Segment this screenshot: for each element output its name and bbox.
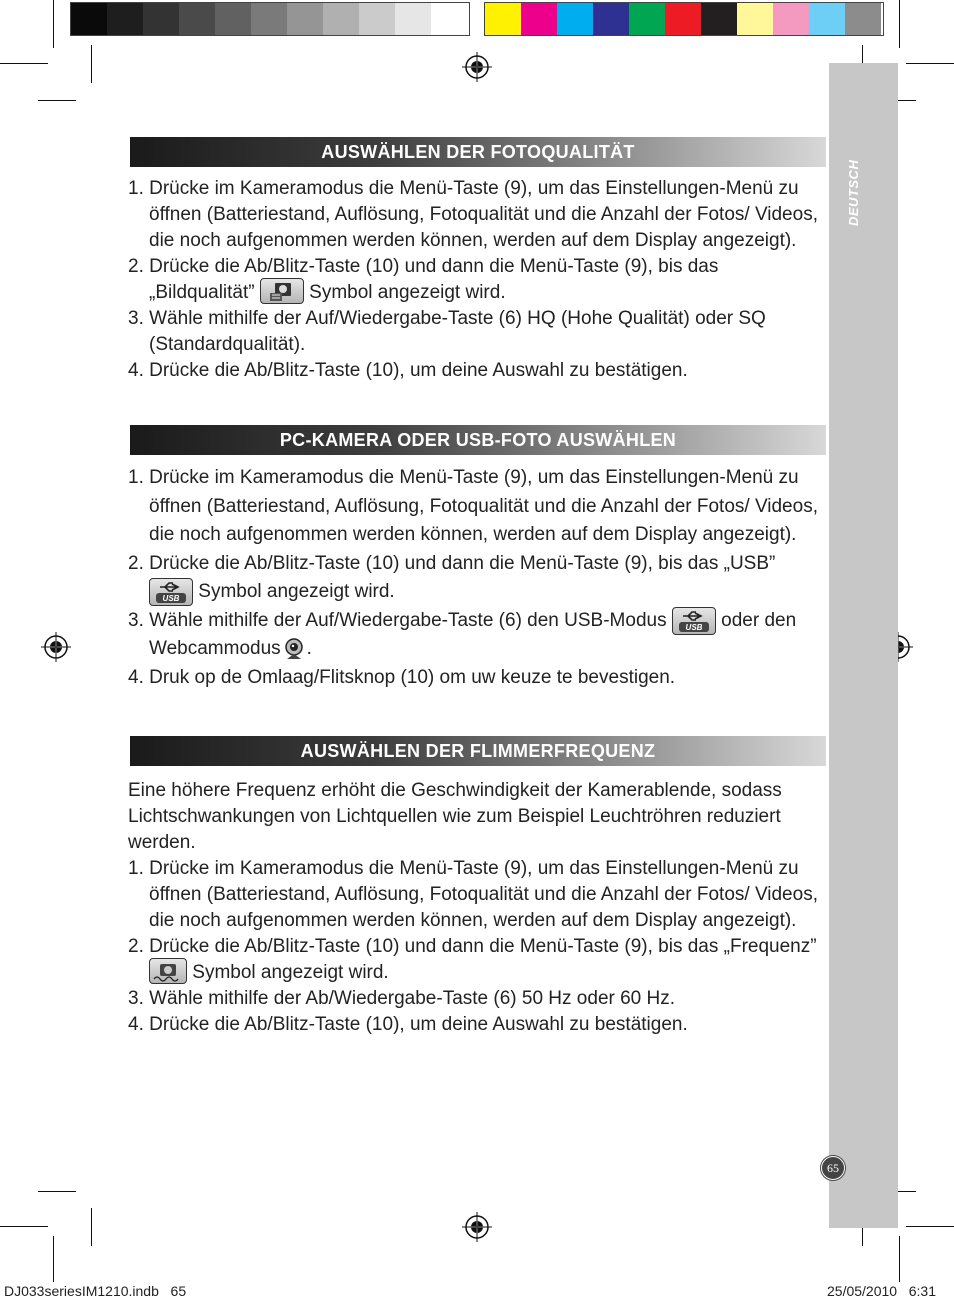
color-swatch	[143, 3, 179, 35]
color-swatch	[809, 3, 845, 35]
list-item	[128, 550, 818, 607]
crop-mark	[899, 1236, 900, 1282]
step-text: 2. Drücke die Ab/Blitz-Taste (10) und dann die Menü-Taste (9), bis das „USB”	[128, 552, 776, 574]
crop-mark	[53, 1236, 54, 1282]
step-text: Symbol angezeigt wird.	[198, 581, 395, 603]
footer-timestamp: 25/05/2010 6:31	[827, 1283, 936, 1299]
registration-mark-icon	[40, 631, 72, 663]
usb-icon	[149, 578, 193, 606]
color-swatch	[71, 3, 107, 35]
svg-text:USB: USB	[685, 622, 703, 632]
color-swatch	[323, 3, 359, 35]
color-swatch	[737, 3, 773, 35]
step-text: 3. Wähle mithilfe der Auf/Wiedergabe-Taste (6) den USB-Modus	[128, 609, 667, 631]
color-swatch	[251, 3, 287, 35]
list-item: 3. Wähle mithilfe der Ab/Wiedergabe-Taste (6) 50 Hz oder 60 Hz.	[128, 988, 676, 1009]
svg-text:USB: USB	[162, 594, 180, 603]
list-item: 1. Drücke im Kameramodus die Menü-Taste (9), um das Einstellungen-Menü zu öffnen (Batteriestand, Auflösung, Fotoqualität und die Anzahl der Fotos/ Videos, die noch aufgenommen werden können, werden auf dem Display angezeigt).	[128, 467, 818, 545]
process-color-bar	[484, 2, 884, 36]
list-item: 3. Wähle mithilfe der Auf/Wiedergabe-Taste (6) HQ (Hohe Qualität) oder SQ (Standardqualität).	[128, 308, 766, 355]
color-swatch	[107, 3, 143, 35]
grayscale-color-bar	[70, 2, 470, 36]
crop-mark	[906, 63, 954, 64]
page-number: 65	[821, 1156, 845, 1180]
language-label: DEUTSCH	[846, 159, 861, 227]
registration-mark-icon	[461, 1211, 493, 1243]
list-item	[128, 254, 818, 306]
crop-mark	[899, 0, 900, 48]
webcam-icon	[281, 637, 307, 661]
photo-quality-icon	[260, 278, 304, 304]
language-side-tab	[829, 63, 898, 1228]
list-item: 4. Drücke die Ab/Blitz-Taste (10), um deine Auswahl zu bestätigen.	[128, 360, 688, 381]
color-swatch	[629, 3, 665, 35]
list-item	[128, 934, 818, 986]
registration-mark-icon	[461, 51, 493, 83]
crop-mark	[91, 45, 92, 83]
list-item: 4. Drücke die Ab/Blitz-Taste (10), um deine Auswahl zu bestätigen.	[128, 1014, 688, 1035]
section-header-flicker-frequency: AUSWÄHLEN DER FLIMMERFREQUENZ	[130, 736, 826, 766]
crop-mark	[0, 63, 48, 64]
step-text: 2. Drücke die Ab/Blitz-Taste (10) und dann die Menü-Taste (9), bis das „Frequenz”	[128, 936, 817, 957]
section-header-pc-camera: PC-KAMERA ODER USB-FOTO AUSWÄHLEN	[130, 425, 826, 455]
section-body-flicker-frequency	[128, 778, 818, 1038]
color-swatch	[359, 3, 395, 35]
step-text: 2. Drücke die Ab/Blitz-Taste (10) und dann die Menü-Taste (9), bis das „Bildqualität”	[128, 256, 719, 303]
color-swatch	[521, 3, 557, 35]
section-body-photo-quality	[128, 176, 818, 384]
step-text: .	[306, 638, 312, 660]
crop-mark	[91, 1208, 92, 1246]
crop-mark	[906, 1226, 954, 1227]
color-swatch	[593, 3, 629, 35]
list-item: 1. Drücke im Kameramodus die Menü-Taste (9), um das Einstellungen-Menü zu öffnen (Batteriestand, Auflösung, Fotoqualität und die Anzahl der Fotos/ Videos, die noch aufgenommen werden können, werden auf dem Display angezeigt).	[128, 178, 818, 251]
color-swatch	[431, 3, 467, 35]
intro-paragraph: Eine höhere Frequenz erhöht die Geschwindigkeit der Kamerablende, sodass Lichtschwankungen von Lichtquellen wie zum Beispiel Leuchtröhren reduziert werden.	[128, 780, 782, 853]
section-header-photo-quality: AUSWÄHLEN DER FOTOQUALITÄT	[130, 137, 826, 167]
color-swatch	[395, 3, 431, 35]
color-swatch	[179, 3, 215, 35]
frequency-icon	[149, 958, 187, 984]
step-text: Symbol angezeigt wird.	[192, 962, 389, 983]
list-item: 1. Drücke im Kameramodus die Menü-Taste (9), um das Einstellungen-Menü zu öffnen (Batteriestand, Auflösung, Fotoqualität und die Anzahl der Fotos/ Videos, die noch aufgenommen werden können, werden auf dem Display angezeigt).	[128, 858, 818, 931]
color-swatch	[557, 3, 593, 35]
step-text: oder den Webcammodus	[149, 609, 797, 660]
crop-mark	[0, 1226, 48, 1227]
crop-mark	[53, 0, 54, 48]
list-item	[128, 607, 818, 664]
section-body-pc-camera	[128, 464, 818, 692]
color-swatch	[701, 3, 737, 35]
crop-mark	[38, 1191, 76, 1192]
step-text: Symbol angezeigt wird.	[309, 282, 506, 303]
color-swatch	[845, 3, 881, 35]
color-swatch	[485, 3, 521, 35]
color-swatch	[287, 3, 323, 35]
color-swatch	[773, 3, 809, 35]
crop-mark	[38, 100, 76, 101]
color-swatch	[665, 3, 701, 35]
color-swatch	[215, 3, 251, 35]
list-item: 4. Druk op de Omlaag/Flitsknop (10) om uw keuze te bevestigen.	[128, 666, 676, 688]
usb-icon	[672, 607, 716, 635]
footer-file-info: DJ033seriesIM1210.indb 65	[4, 1283, 187, 1299]
